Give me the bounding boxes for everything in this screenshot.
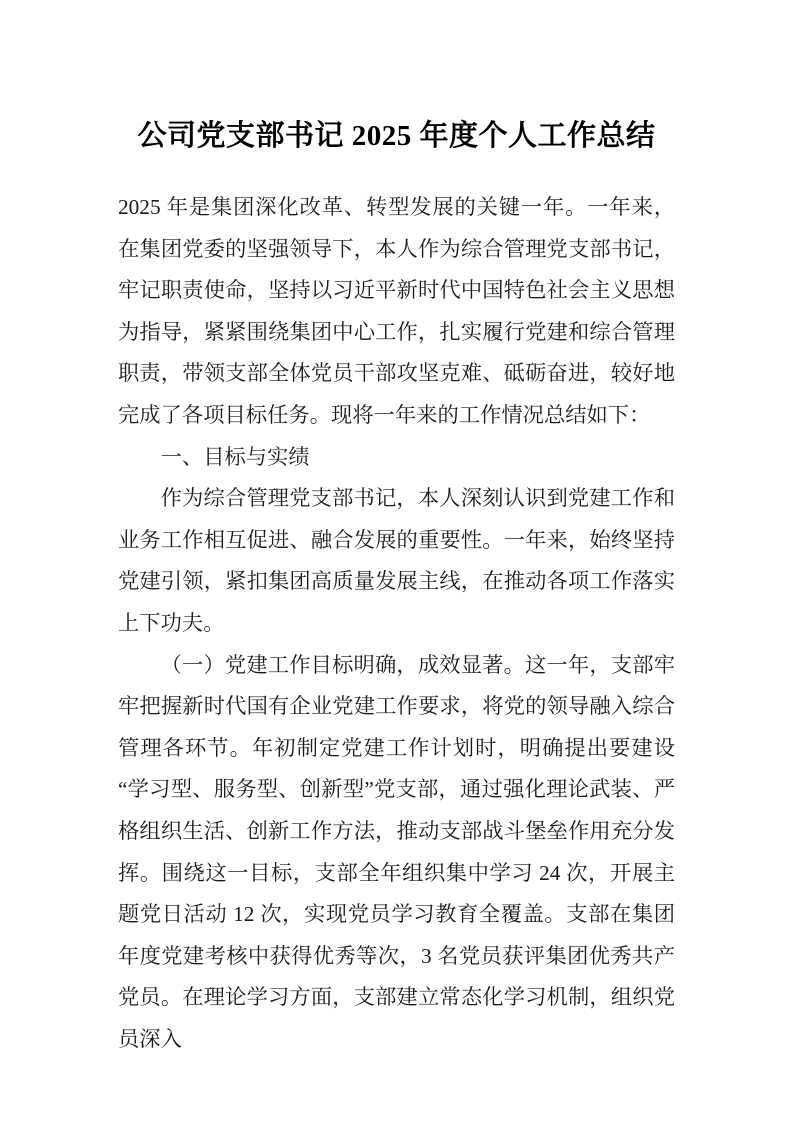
- section-heading: 一、目标与实绩: [160, 444, 310, 469]
- paragraph-section-overview: 作为综合管理党支部书记，本人深刻认识到党建工作和业务工作相互促进、融合发展的重要性。一年来，始终坚持党建引领，紧扣集团高质量发展主线，在推动各项工作落实上下功夫。: [118, 486, 675, 635]
- paragraph-party-building: （一）党建工作目标明确，成效显著。这一年，支部牢牢把握新时代国有企业党建工作要求，将党的领导融入综合管理各环节。年初制定党建工作计划时，明确提出要建设“学习型、服务型、创新型”党支部，通过强化理论武装、严格组织生活、创新工作方法，推动支部战斗堡垒作用充分发挥。围绕这一目标，支部全年组织集中学习 24 次，开展主题党日活动 12 次，实现党员学习教育全覆盖。支部在集团年度党建考核中获得优秀等次，3 名党员获评集团优秀共产党员。在理论学习方面，支部建立常态化学习机制，组织党员深入: [118, 652, 675, 1051]
- paragraph-intro: 2025 年是集团深化改革、转型发展的关键一年。一年来，在集团党委的坚强领导下，本人作为综合管理党支部书记，牢记职责使命，坚持以习近平新时代中国特色社会主义思想为指导，紧紧围绕集团中心工作，扎实履行党建和综合管理职责，带领支部全体党员干部攻坚克难、砥砺奋进，较好地完成了各项目标任务。现将一年来的工作情况总结如下：: [118, 195, 675, 427]
- document-body: [118, 187, 675, 1060]
- document-title: 公司党支部书记 2025 年度个人工作总结: [137, 120, 656, 152]
